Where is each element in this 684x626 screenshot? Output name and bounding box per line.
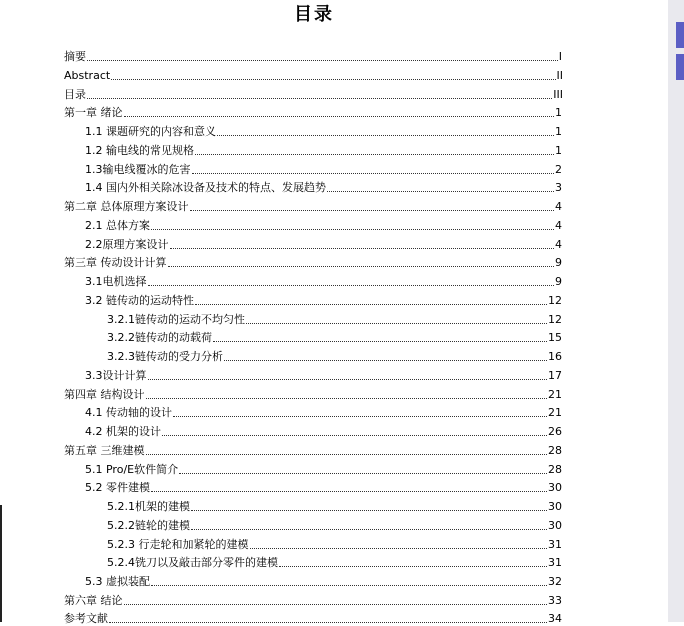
toc-entry-text: 5.1 Pro/E软件简介	[85, 463, 179, 476]
toc-page-number: 21	[548, 388, 562, 401]
toc-entry-text: 5.2.2链轮的建模	[107, 519, 190, 532]
leader-dots	[148, 379, 548, 380]
toc-entry[interactable]	[64, 442, 562, 458]
toc-page-number: 28	[548, 463, 562, 476]
leader-dots	[124, 604, 548, 605]
toc-entry[interactable]	[107, 348, 562, 364]
toc-entry[interactable]	[64, 86, 563, 102]
viewer-gutter	[668, 0, 684, 622]
toc-page-number: 1	[555, 125, 562, 138]
toc-entry[interactable]	[64, 104, 562, 120]
leader-dots	[246, 323, 547, 324]
leader-dots	[250, 548, 548, 549]
toc-entry-text: 3.2.2链传动的动载荷	[107, 331, 212, 344]
toc-entry[interactable]	[85, 573, 562, 589]
toc-entry[interactable]	[85, 367, 562, 383]
toc-page-number: 17	[548, 369, 562, 382]
toc-entry[interactable]	[85, 217, 562, 233]
page-edge-marker	[0, 505, 2, 622]
leader-dots	[109, 622, 547, 623]
leader-dots	[195, 154, 554, 155]
leader-dots	[151, 491, 547, 492]
toc-entry-text: 3.2 链传动的运动特性	[85, 294, 194, 307]
leader-dots	[151, 229, 554, 230]
toc-entry[interactable]	[85, 404, 562, 420]
leader-dots	[195, 304, 547, 305]
toc-page-number: 1	[555, 144, 562, 157]
toc-entry-text: 5.3 虚拟装配	[85, 575, 150, 588]
toc-entry-text: 2.1 总体方案	[85, 219, 150, 232]
leader-dots	[162, 435, 547, 436]
toc-page-number: 4	[555, 219, 562, 232]
toc-page-number: 16	[548, 350, 562, 363]
toc-page-number: 28	[548, 444, 562, 457]
toc-entry-text: 1.4 国内外相关除冰设备及技术的特点、发展趋势	[85, 181, 326, 194]
toc-entry[interactable]	[85, 292, 562, 308]
toc-entry[interactable]	[85, 479, 562, 495]
toc-entry[interactable]	[107, 329, 562, 345]
toc-entry[interactable]	[64, 610, 562, 626]
leader-dots	[213, 341, 547, 342]
toc-page-number: 3	[555, 181, 562, 194]
leader-dots	[124, 116, 555, 117]
leader-dots	[170, 248, 555, 249]
toc-entry-text: 第三章 传动设计计算	[64, 256, 167, 269]
leader-dots	[191, 510, 547, 511]
toc-entry-text: 4.2 机架的设计	[85, 425, 161, 438]
toc-entry[interactable]	[85, 161, 562, 177]
toc-entry[interactable]	[64, 592, 562, 608]
leader-dots	[192, 173, 555, 174]
toc-page-number: 33	[548, 594, 562, 607]
leader-dots	[279, 566, 547, 567]
toc-page-number: 1	[555, 106, 562, 119]
toc-entry-text: 5.2.3 行走轮和加紧轮的建模	[107, 538, 249, 551]
toc-page-number: 4	[555, 238, 562, 251]
toc-page-number: 32	[548, 575, 562, 588]
toc-entry-text: 3.3设计计算	[85, 369, 147, 382]
toc-entry-text: 3.2.3链传动的受力分析	[107, 350, 223, 363]
leader-dots	[148, 285, 555, 286]
toc-entry[interactable]	[107, 498, 562, 514]
leader-dots	[217, 135, 554, 136]
toc-entry[interactable]	[64, 67, 563, 83]
leader-dots	[327, 191, 554, 192]
toc-page-number: 31	[548, 556, 562, 569]
leader-dots	[191, 529, 547, 530]
toc-entry-text: 第二章 总体原理方案设计	[64, 200, 189, 213]
toc-entry[interactable]	[85, 142, 562, 158]
toc-entry-text: 目录	[64, 88, 86, 101]
toc-entry-text: 5.2.1机架的建模	[107, 500, 190, 513]
toc-page-number: 9	[555, 275, 562, 288]
leader-dots	[190, 210, 555, 211]
toc-page-number: 4	[555, 200, 562, 213]
toc-entry-text: 摘要	[64, 50, 86, 63]
toc-entry-text: 4.1 传动轴的设计	[85, 406, 172, 419]
toc-entry[interactable]	[85, 423, 562, 439]
toc-entry[interactable]	[107, 536, 562, 552]
toc-page-number: II	[556, 69, 563, 82]
toc-page-number: 31	[548, 538, 562, 551]
leader-dots	[168, 266, 555, 267]
toc-entry-text: 5.2.4铣刀以及敲击部分零件的建模	[107, 556, 278, 569]
toc-entry[interactable]	[64, 254, 562, 270]
toc-title: 目录	[294, 4, 334, 25]
toc-page-number: 21	[548, 406, 562, 419]
toc-entry-text: 1.3输电线覆冰的危害	[85, 163, 191, 176]
toc-entry-text: 3.1电机选择	[85, 275, 147, 288]
leader-dots	[224, 360, 547, 361]
leader-dots	[87, 98, 552, 99]
toc-entry[interactable]	[85, 236, 562, 252]
leader-dots	[87, 60, 558, 61]
toc-entry-text: 第一章 绪论	[64, 106, 123, 119]
leader-dots	[179, 473, 547, 474]
toc-page-number: 30	[548, 481, 562, 494]
leader-dots	[146, 398, 548, 399]
toc-entry-text: 第六章 结论	[64, 594, 123, 607]
toc-entry[interactable]	[85, 461, 562, 477]
toc-entry-text: 2.2原理方案设计	[85, 238, 169, 251]
toc-entry[interactable]	[107, 311, 562, 327]
toc-page-number: 30	[548, 500, 562, 513]
toc-entry[interactable]	[64, 198, 562, 214]
toc-page-number: 9	[555, 256, 562, 269]
toc-entry[interactable]	[85, 179, 562, 195]
toc-page-number: 12	[548, 294, 562, 307]
toc-entry-text: 参考文献	[64, 612, 108, 625]
toc-entry-text: 3.2.1链传动的运动不均匀性	[107, 313, 245, 326]
toc-page-number: 12	[548, 313, 562, 326]
toc-entry[interactable]	[64, 48, 562, 64]
toc-entry-text: Abstract	[64, 69, 111, 82]
toc-page-number: 2	[555, 163, 562, 176]
toc-entry-text: 1.2 输电线的常见规格	[85, 144, 194, 157]
leader-dots	[146, 454, 548, 455]
toc-entry-text: 第四章 结构设计	[64, 388, 145, 401]
toc-page-number: I	[558, 50, 562, 63]
toc-entry-text: 第五章 三维建模	[64, 444, 145, 457]
toc-page-number: 30	[548, 519, 562, 532]
leader-dots	[173, 416, 547, 417]
toc-entry[interactable]	[85, 273, 562, 289]
toc-entry[interactable]	[85, 123, 562, 139]
side-tab[interactable]	[676, 22, 684, 48]
toc-entry[interactable]	[64, 386, 562, 402]
leader-dots	[151, 585, 547, 586]
side-tab[interactable]	[676, 54, 684, 80]
toc-page-number: 15	[548, 331, 562, 344]
toc-page-number: 34	[548, 612, 562, 625]
toc-page-number: III	[553, 88, 563, 101]
toc-entry[interactable]	[107, 517, 562, 533]
toc-entry[interactable]	[107, 554, 562, 570]
toc-entry-text: 5.2 零件建模	[85, 481, 150, 494]
toc-page-number: 26	[548, 425, 562, 438]
leader-dots	[111, 79, 555, 80]
toc-entry-text: 1.1 课题研究的内容和意义	[85, 125, 216, 138]
